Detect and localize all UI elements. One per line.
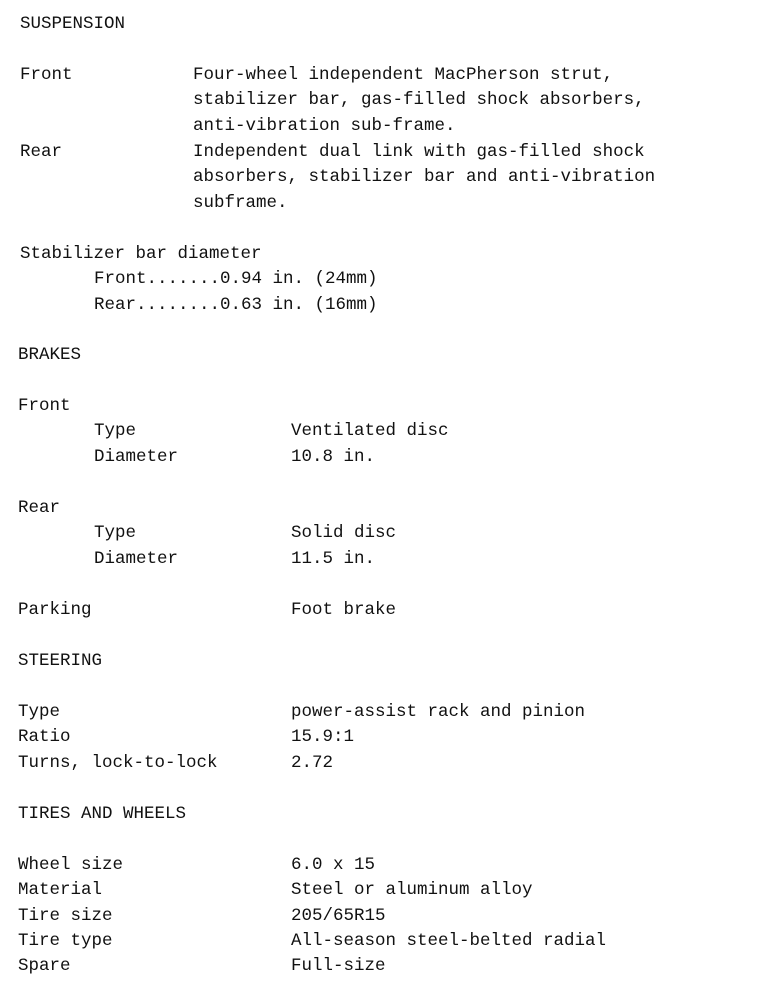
brakes-parking-label: Parking	[18, 600, 92, 620]
material-value: Steel or aluminum alloy	[291, 880, 533, 900]
steering-ratio-value: 15.9:1	[291, 727, 355, 747]
wheel-size-label: Wheel size	[18, 855, 124, 875]
tire-size-label: Tire size	[18, 906, 113, 926]
brakes-rear-type-value: Solid disc	[291, 523, 397, 543]
stabilizer-rear: Rear........0.63 in. (16mm)	[94, 295, 378, 315]
brakes-front-diameter-label: Diameter	[94, 447, 179, 467]
tires-heading: TIRES AND WHEELS	[18, 804, 187, 824]
spare-label: Spare	[18, 956, 71, 976]
brakes-front-type-value: Ventilated disc	[291, 421, 449, 441]
suspension-front-line-3: anti-vibration sub-frame.	[193, 116, 456, 136]
steering-ratio-label: Ratio	[18, 727, 71, 747]
steering-turns-label: Turns, lock-to-lock	[18, 753, 218, 773]
wheel-size-value: 6.0 x 15	[291, 855, 376, 875]
suspension-front-label: Front	[20, 65, 73, 85]
suspension-rear-line-1: Independent dual link with gas-filled shock	[193, 142, 645, 162]
brakes-parking-value: Foot brake	[291, 600, 397, 620]
suspension-rear-line-2: absorbers, stabilizer bar and anti-vibration	[193, 167, 656, 187]
brakes-rear-type-label: Type	[94, 523, 137, 543]
tire-size-value: 205/65R15	[291, 906, 386, 926]
suspension-front-line-2: stabilizer bar, gas-filled shock absorbers,	[193, 90, 645, 110]
suspension-heading: SUSPENSION	[20, 14, 126, 34]
stabilizer-front: Front.......0.94 in. (24mm)	[94, 269, 378, 289]
brakes-rear-label: Rear	[18, 498, 61, 518]
steering-heading: STEERING	[18, 651, 103, 671]
tire-type-value: All-season steel-belted radial	[291, 931, 607, 951]
brakes-front-diameter-value: 10.8 in.	[291, 447, 376, 467]
steering-type-label: Type	[18, 702, 61, 722]
brakes-rear-diameter-label: Diameter	[94, 549, 179, 569]
suspension-front-line-1: Four-wheel independent MacPherson strut,	[193, 65, 614, 85]
steering-type-value: power-assist rack and pinion	[291, 702, 586, 722]
brakes-rear-diameter-value: 11.5 in.	[291, 549, 376, 569]
brakes-front-label: Front	[18, 396, 71, 416]
material-label: Material	[18, 880, 103, 900]
brakes-front-type-label: Type	[94, 421, 137, 441]
stabilizer-heading: Stabilizer bar diameter	[20, 244, 262, 264]
suspension-rear-line-3: subframe.	[193, 193, 288, 213]
brakes-heading: BRAKES	[18, 345, 82, 365]
suspension-rear-label: Rear	[20, 142, 63, 162]
tire-type-label: Tire type	[18, 931, 113, 951]
spare-value: Full-size	[291, 956, 386, 976]
steering-turns-value: 2.72	[291, 753, 334, 773]
